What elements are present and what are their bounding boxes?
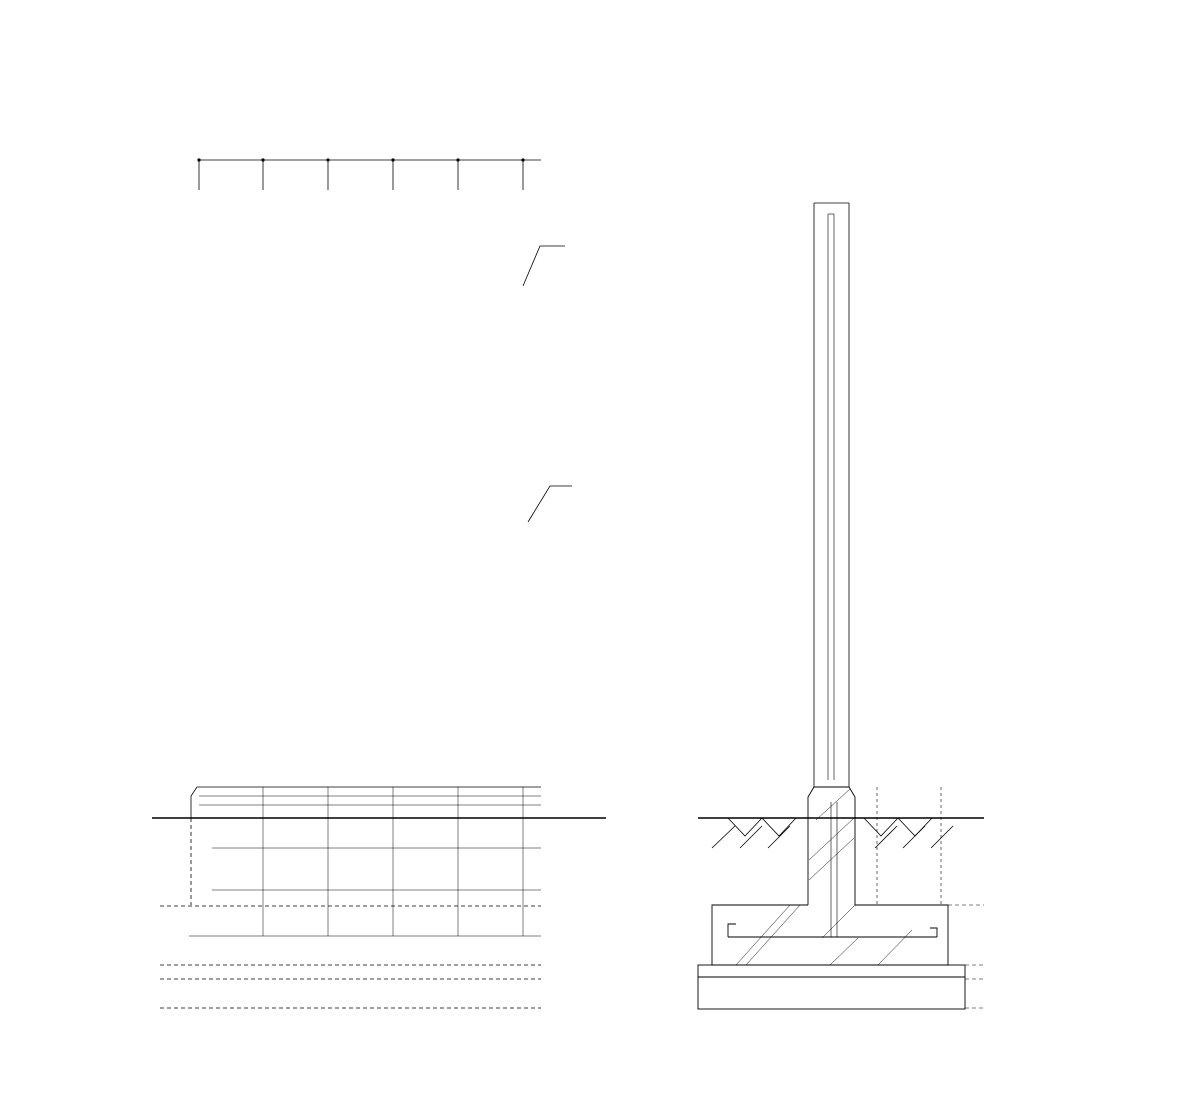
section-footing: [712, 787, 984, 965]
elevation-foundation: [152, 787, 606, 1008]
vertical-rebar-leader: [523, 246, 565, 286]
horizontal-rebar-leader: [528, 486, 572, 522]
section-wall: [814, 203, 849, 787]
section-gravel-base: [698, 965, 984, 1009]
dimension-line: [198, 159, 541, 190]
